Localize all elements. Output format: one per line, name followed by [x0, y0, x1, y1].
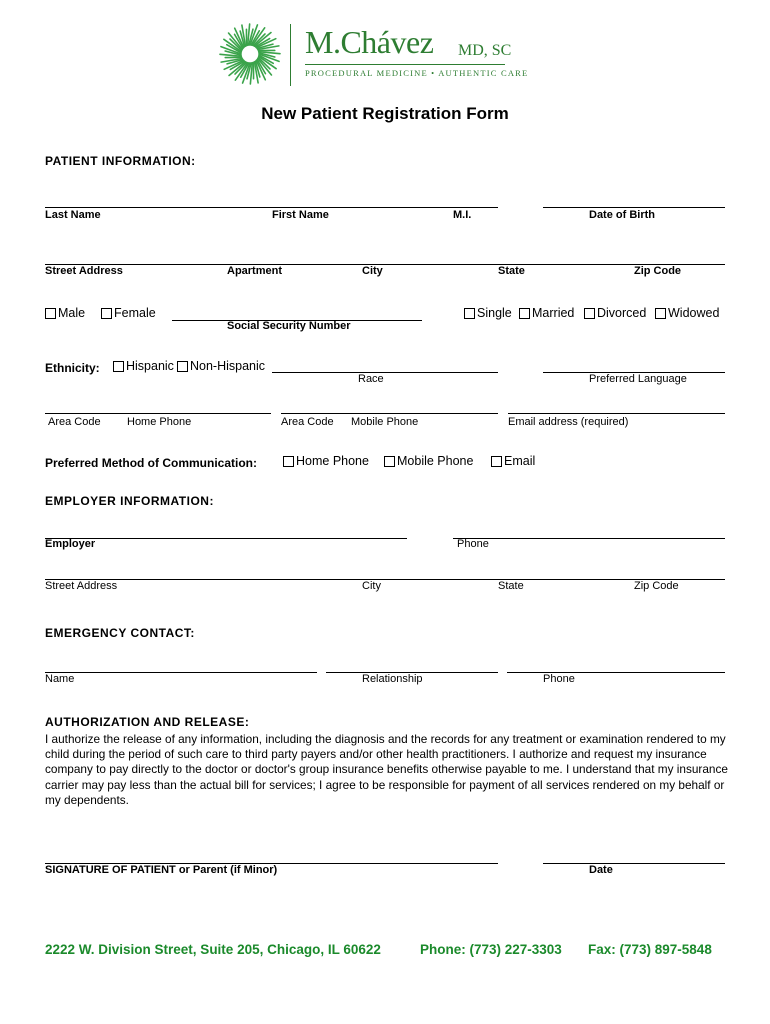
address-line[interactable] [45, 264, 725, 265]
area-code-label: Area Code [48, 416, 101, 428]
language-label: Preferred Language [589, 373, 687, 385]
street-label: Street Address [45, 265, 123, 277]
employer-label: Employer [45, 538, 96, 550]
date-line[interactable] [543, 863, 725, 864]
ethnicity-label: Ethnicity: [45, 361, 100, 375]
first-name-label: First Name [272, 209, 329, 221]
apartment-label: Apartment [227, 265, 283, 277]
employer-line[interactable] [45, 538, 407, 539]
emergency-name-line[interactable] [45, 672, 317, 673]
footer-fax: Fax: (773) 897-5848 [588, 942, 712, 957]
comm-mobile-label: Mobile Phone [397, 454, 474, 468]
male-label: Male [58, 306, 86, 320]
single-label: Single [477, 306, 512, 320]
divorced-checkbox[interactable] [584, 306, 646, 320]
footer-address: 2222 W. Division Street, Suite 205, Chicago, IL 60622 [45, 942, 381, 957]
employer-street-label: Street Address [45, 580, 118, 592]
employer-phone-label: Phone [457, 538, 489, 550]
brand-name: M.Chávez [305, 24, 434, 60]
emergency-phone-line[interactable] [507, 672, 725, 673]
zip-label: Zip Code [634, 265, 682, 277]
comm-home-label: Home Phone [296, 454, 369, 468]
widowed-checkbox[interactable] [655, 306, 719, 320]
male-checkbox[interactable] [45, 306, 85, 320]
female-checkbox[interactable] [101, 306, 156, 320]
home-phone-line[interactable] [45, 413, 271, 414]
logo-sunburst-icon [218, 22, 282, 86]
checkbox-icon [384, 456, 395, 467]
married-label: Married [532, 306, 575, 320]
authorization-heading: AUTHORIZATION AND RELEASE: [45, 715, 250, 729]
mi-label: M.I. [453, 209, 472, 221]
home-phone-label: Home Phone [127, 416, 192, 428]
mobile-phone-label: Mobile Phone [351, 416, 419, 428]
checkbox-icon [45, 308, 56, 319]
comm-home-checkbox[interactable] [283, 454, 369, 468]
employer-heading: EMPLOYER INFORMATION: [45, 494, 214, 508]
date-label: Date [589, 864, 613, 876]
checkbox-icon [491, 456, 502, 467]
checkbox-icon [113, 361, 124, 372]
dob-line[interactable] [543, 207, 725, 208]
female-label: Female [114, 306, 156, 320]
divorced-label: Divorced [597, 306, 647, 320]
emergency-name-label: Name [45, 673, 75, 685]
checkbox-icon [655, 308, 666, 319]
brand-suffix: MD, SC [458, 42, 512, 59]
checkbox-icon [519, 308, 530, 319]
ssn-label: Social Security Number [227, 320, 351, 332]
area-code-label: Area Code [281, 416, 334, 428]
brand-rule [305, 64, 505, 65]
dob-label: Date of Birth [589, 209, 655, 221]
signature-label: SIGNATURE OF PATIENT or Parent (if Minor) [45, 864, 278, 876]
brand-tagline: PROCEDURAL MEDICINE • AUTHENTIC CARE [305, 68, 529, 78]
comm-mobile-checkbox[interactable] [384, 454, 473, 468]
employer-city-label: City [362, 580, 381, 592]
employer-address-line[interactable] [45, 579, 725, 580]
hispanic-checkbox[interactable] [113, 359, 174, 373]
name-line[interactable] [45, 207, 498, 208]
employer-phone-line[interactable] [453, 538, 725, 539]
last-name-label: Last Name [45, 209, 101, 221]
emergency-heading: EMERGENCY CONTACT: [45, 626, 195, 640]
city-label: City [362, 265, 383, 277]
hispanic-label: Hispanic [126, 359, 174, 373]
authorization-text: I authorize the release of any information, including the diagnosis and the records for any treatment or examination rendered to my child during the period of such care to third party payers and/or other health practitioners. I authorize and request my insurance company to pay directly to the doctor or doctor's group insurance benefits otherwise payable to me. I understand that my insurance carrier may pay less than the actual bill for services; I agree to be responsible for payment of all services rendered on my behalf or my dependents. [45, 732, 728, 807]
comm-email-label: Email [504, 454, 536, 468]
employer-state-label: State [498, 580, 524, 592]
race-label: Race [358, 373, 384, 385]
non-hispanic-label: Non-Hispanic [190, 359, 266, 373]
state-label: State [498, 265, 525, 277]
emergency-relationship-label: Relationship [362, 673, 423, 685]
patient-info-heading: PATIENT INFORMATION: [45, 154, 196, 168]
checkbox-icon [177, 361, 188, 372]
footer-phone: Phone: (773) 227-3303 [420, 942, 562, 957]
email-line[interactable] [508, 413, 725, 414]
non-hispanic-checkbox[interactable] [177, 359, 265, 373]
checkbox-icon [101, 308, 112, 319]
checkbox-icon [464, 308, 475, 319]
checkbox-icon [283, 456, 294, 467]
race-line[interactable] [272, 372, 498, 373]
comm-email-checkbox[interactable] [491, 454, 535, 468]
pref-comm-label: Preferred Method of Communication: [45, 456, 258, 470]
logo-divider [290, 24, 291, 86]
single-checkbox[interactable] [464, 306, 512, 320]
emergency-phone-label: Phone [543, 673, 575, 685]
checkbox-icon [584, 308, 595, 319]
employer-zip-label: Zip Code [634, 580, 679, 592]
widowed-label: Widowed [668, 306, 720, 320]
email-label: Email address (required) [508, 416, 629, 428]
mobile-phone-line[interactable] [281, 413, 498, 414]
form-title: New Patient Registration Form [261, 104, 509, 123]
married-checkbox[interactable] [519, 306, 574, 320]
